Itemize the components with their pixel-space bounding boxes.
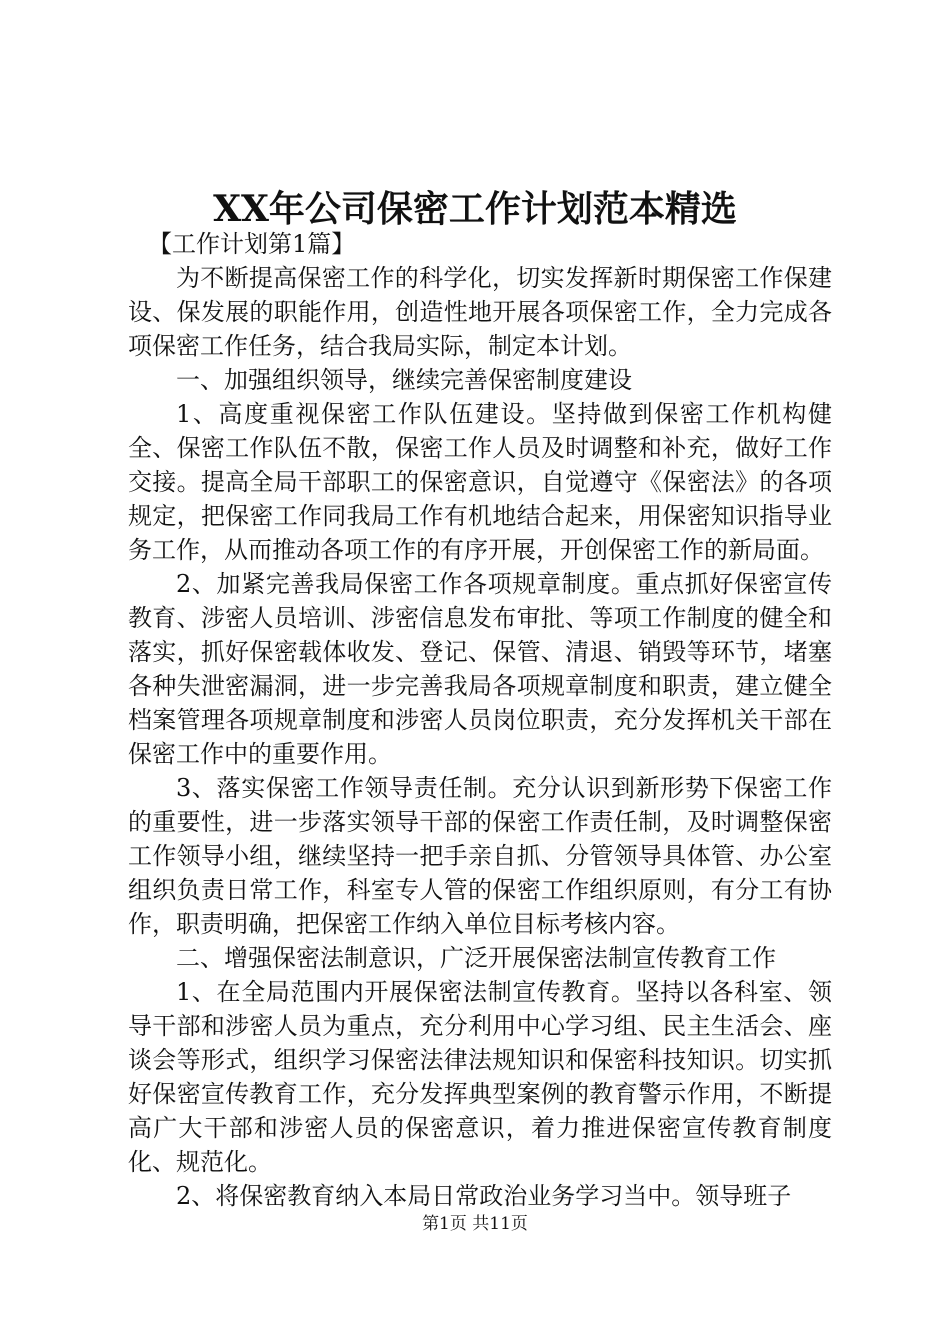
paragraph-1-3: 3、落实保密工作领导责任制。充分认识到新形势下保密工作的重要性，进一步落实领导干部的保密工作责任制，及时调整保密工作领导小组，继续坚持一把手亲自抓、分管领导具体管、办公室组织负责日常工作，科室专人管的保密工作组织原则，有分工有协作，职责明确，把保密工作纳入单位目标考核内容。	[128, 774, 832, 938]
paragraph-1-2: 2、加紧完善我局保密工作各项规章制度。重点抓好保密宣传教育、涉密人员培训、涉密信息发布审批、等项工作制度的健全和落实，抓好保密载体收发、登记、保管、清退、销毁等环节，堵塞各种失泄密漏洞，进一步完善我局各项规章制度和职责，建立健全档案管理各项规章制度和涉密人员岗位职责，充分发挥机关干部在保密工作中的重要作用。	[128, 570, 832, 768]
page-footer: 第1页 共11页	[422, 1214, 528, 1234]
heading-section-2: 二、增强保密法制意识，广泛开展保密法制宣传教育工作	[176, 944, 776, 972]
page-title: XX年公司保密工作计划范本精选	[213, 188, 737, 230]
paragraph-2-1: 1、在全局范围内开展保密法制宣传教育。坚持以各科室、领导干部和涉密人员为重点，充分利用中心学习组、民主生活会、座谈会等形式，组织学习保密法律法规知识和保密科技知识。切实抓好保密宣传教育工作，充分发挥典型案例的教育警示作用，不断提高广大干部和涉密人员的保密意识，着力推进保密宣传教育制度化、规范化。	[128, 978, 832, 1176]
paragraph-intro: 为不断提高保密工作的科学化，切实发挥新时期保密工作保建设、保发展的职能作用，创造性地开展各项保密工作，全力完成各项保密工作任务，结合我局实际，制定本计划。	[128, 264, 832, 360]
paragraph-2-2: 2、将保密教育纳入本局日常政治业务学习当中。领导班子	[176, 1182, 792, 1210]
heading-section-1: 一、加强组织领导，继续完善保密制度建设	[176, 366, 632, 394]
document-body	[128, 227, 832, 1213]
section-tag: 【工作计划第1篇】	[148, 230, 356, 258]
paragraph-1-1: 1、高度重视保密工作队伍建设。坚持做到保密工作机构健全、保密工作队伍不散，保密工作人员及时调整和补充，做好工作交接。提高全局干部职工的保密意识，自觉遵守《保密法》的各项规定，把保密工作同我局工作有机地结合起来，用保密知识指导业务工作，从而推动各项工作的有序开展，开创保密工作的新局面。	[128, 400, 832, 564]
